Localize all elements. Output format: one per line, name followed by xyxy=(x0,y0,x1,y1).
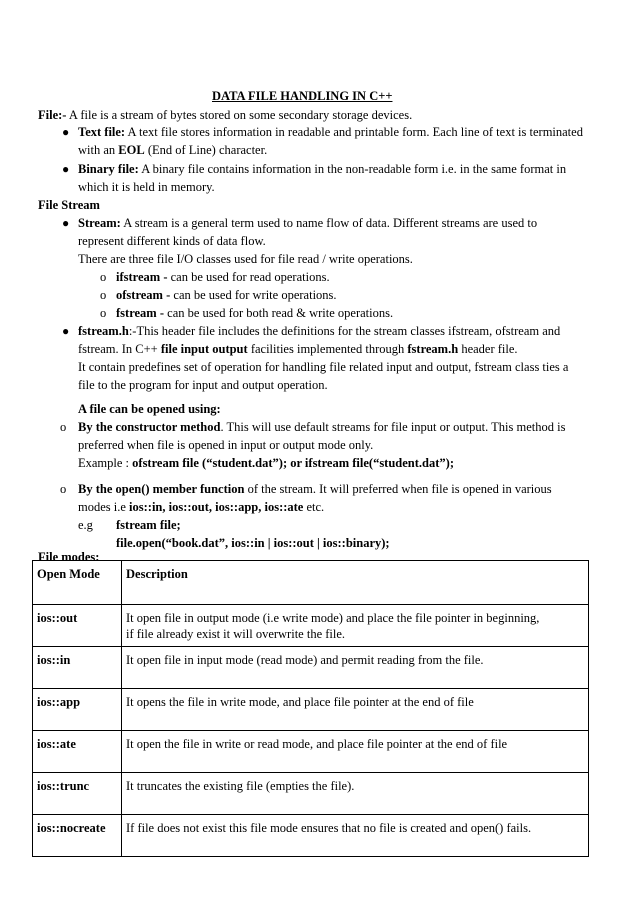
file-stream-heading: File Stream xyxy=(38,198,100,212)
fstream-h-line4: file to the program for input and output operation. xyxy=(78,378,328,392)
sub-bullet-icon: o xyxy=(100,306,107,320)
file-modes-heading: File modes: xyxy=(38,550,100,564)
stream-line3: There are three file I/O classes used for file read / write operations. xyxy=(78,252,413,266)
fstream-h-line2-c: facilities implemented through xyxy=(247,342,408,356)
desc-cell: It open the file in write or read mode, and place file pointer at the end of file xyxy=(122,731,589,773)
bullet-icon: ● xyxy=(62,324,70,338)
stream-line1 xyxy=(78,215,537,231)
table-row xyxy=(33,689,589,731)
class-name: ifstream - xyxy=(116,270,168,284)
constructor-line2: preferred when file is opened in input or output mode only. xyxy=(78,438,374,452)
fstream-h-line2 xyxy=(78,341,518,357)
mode-list: ios::in, ios::out, ios::app, ios::ate xyxy=(129,500,304,514)
table-row xyxy=(33,731,589,773)
desc-line: if file already exist it will overwrite the file. xyxy=(126,627,346,641)
binary-file-line1 xyxy=(78,161,566,177)
header-open-mode: Open Mode xyxy=(33,561,122,605)
text-file-label: Text file: xyxy=(78,125,126,139)
sub-bullet-icon: o xyxy=(60,482,67,496)
mode-cell: ios::in xyxy=(33,647,122,689)
fstream-h-line2-b: file input output xyxy=(160,342,248,356)
mode-cell: ios::ate xyxy=(33,731,122,773)
table-row xyxy=(33,647,589,689)
page-title: DATA FILE HANDLING IN C++ xyxy=(212,89,393,103)
text-file-desc: A text file stores information in readable and printable form. Each line of text is terminated xyxy=(125,125,583,139)
table-row xyxy=(33,815,589,857)
sub-bullet-icon: o xyxy=(100,270,107,284)
mode-cell: ios::app xyxy=(33,689,122,731)
mode-cell: ios::out xyxy=(33,605,122,647)
eg-label: e.g xyxy=(78,518,93,532)
stream-label: Stream: xyxy=(78,216,121,230)
fstream-h-line1 xyxy=(78,323,560,339)
table-row xyxy=(33,773,589,815)
text-file-line2 xyxy=(78,142,267,158)
sub-bullet-icon: o xyxy=(100,288,107,302)
fstream-h-line2-d: fstream.h xyxy=(407,342,459,356)
class-name: ofstream - xyxy=(116,288,171,302)
eg-code-line2: file.open(“book.dat”, ios::in | ios::out | ios::binary); xyxy=(116,536,390,550)
mode-cell: ios::trunc xyxy=(33,773,122,815)
class-desc: can be used for read operations. xyxy=(167,270,330,284)
open-member-line1 xyxy=(78,481,552,497)
bullet-icon: ● xyxy=(62,162,70,176)
file-text: A file is a stream of bytes stored on some secondary storage devices. xyxy=(66,108,413,122)
sub-bullet-icon: o xyxy=(60,420,67,434)
constructor-desc: . This will use default streams for file input or output. This method is xyxy=(220,420,566,434)
class-item-fstream xyxy=(116,305,393,321)
table-row xyxy=(33,605,589,647)
desc-cell: It open file in input mode (read mode) and permit reading from the file. xyxy=(122,647,589,689)
open-member-line2 xyxy=(78,499,324,515)
eg-code-line1: fstream file; xyxy=(116,518,181,532)
desc-cell xyxy=(122,605,589,647)
stream-desc: A stream is a general term used to name flow of data. Different streams are used to xyxy=(120,216,538,230)
class-desc: can be used for both read & write operations. xyxy=(164,306,394,320)
eol-term: EOL xyxy=(118,143,145,157)
fstream-h-line2-e: header file. xyxy=(458,342,518,356)
text-file-line2-a: with an xyxy=(78,143,119,157)
text-file-line2-c: (End of Line) character. xyxy=(144,143,268,157)
fstream-h-line2-a: fstream. In C++ xyxy=(78,342,161,356)
open-member-label: By the open() member function xyxy=(78,482,245,496)
mode-cell: ios::nocreate xyxy=(33,815,122,857)
table-header-row xyxy=(33,561,589,605)
constructor-example xyxy=(78,455,454,471)
open-member-line2-c: etc. xyxy=(303,500,325,514)
binary-file-label: Binary file: xyxy=(78,162,139,176)
example-code: ofstream file (“student.dat”); or ifstream file(“student.dat”); xyxy=(132,456,454,470)
desc-cell: It truncates the existing file (empties the file). xyxy=(122,773,589,815)
constructor-line1 xyxy=(78,419,565,435)
binary-file-line2: which it is held in memory. xyxy=(78,180,215,194)
example-label: Example : xyxy=(78,456,133,470)
file-definition xyxy=(38,107,412,123)
bullet-icon: ● xyxy=(62,216,70,230)
open-member-desc: of the stream. It will preferred when file is opened in various xyxy=(244,482,552,496)
class-item-ofstream xyxy=(116,287,337,303)
fstream-h-line3: It contain predefines set of operation for handling file related input and output, fstream class ties a xyxy=(78,360,569,374)
class-desc: can be used for write operations. xyxy=(170,288,337,302)
stream-line2: represent different kinds of data flow. xyxy=(78,234,266,248)
binary-file-desc: A binary file contains information in the non-readable form i.e. in the same format in xyxy=(138,162,567,176)
header-description: Description xyxy=(122,561,589,605)
file-modes-table xyxy=(32,560,589,857)
constructor-label: By the constructor method xyxy=(78,420,221,434)
desc-line: It open file in output mode (i.e write mode) and place the file pointer in beginning, xyxy=(126,611,540,625)
fstream-h-label: fstream.h xyxy=(78,324,129,338)
desc-cell: It opens the file in write mode, and place file pointer at the end of file xyxy=(122,689,589,731)
bullet-icon: ● xyxy=(62,125,70,139)
class-name: fstream - xyxy=(116,306,165,320)
file-label: File:- xyxy=(38,108,67,122)
fstream-h-desc: :-This header file includes the definitions for the stream classes ifstream, ofstream and xyxy=(128,324,561,338)
open-member-line2-a: modes i.e xyxy=(78,500,130,514)
text-file-line1 xyxy=(78,124,583,140)
desc-cell: If file does not exist this file mode ensures that no file is created and open() fails. xyxy=(122,815,589,857)
class-item-ifstream xyxy=(116,269,330,285)
open-methods-heading: A file can be opened using: xyxy=(78,402,221,416)
